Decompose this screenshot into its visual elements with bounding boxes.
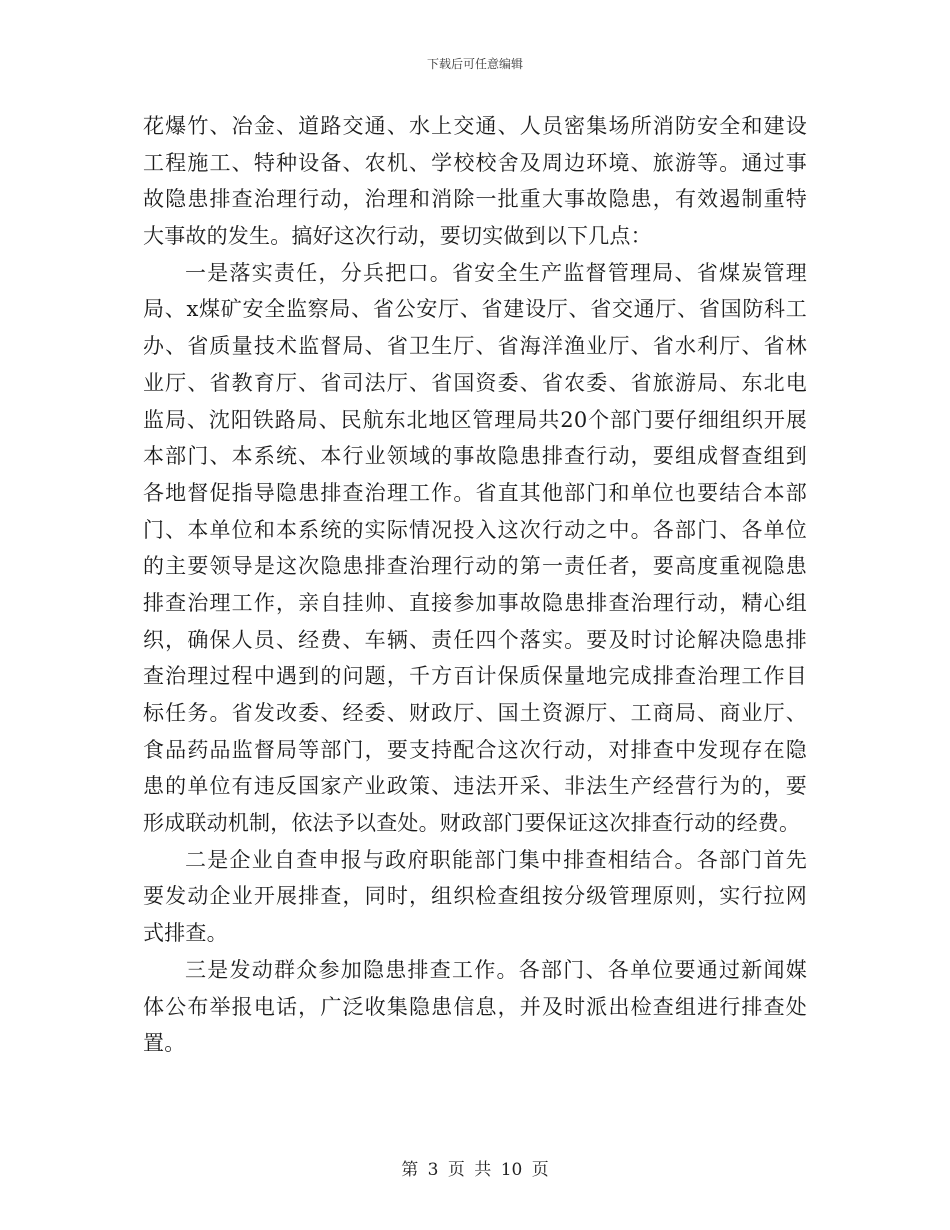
text-line: 的主要领导是这次隐患排查治理行动的第一责任者，要高度重视隐患	[143, 554, 807, 579]
text-line: 办、省质量技术监督局、省卫生厅、省海洋渔业厅、省水利厅、省林	[143, 334, 807, 359]
text-line: 局、x煤矿安全监察局、省公安厅、省建设厅、省交通厅、省国防科工	[143, 297, 807, 322]
text-line: 门、本单位和本系统的实际情况投入这次行动之中。各部门、各单位	[143, 517, 807, 542]
text-line: 体公布举报电话，广泛收集隐患信息，并及时派出检查组进行排查处	[143, 994, 807, 1019]
paragraph-start-line: 二是企业自查申报与政府职能部门集中排查相结合。各部门首先	[185, 847, 807, 872]
text-line: 形成联动机制，依法予以查处。财政部门要保证这次排查行动的经费。	[143, 811, 801, 836]
text-line: 排查治理工作，亲自挂帅、直接参加事故隐患排查治理行动，精心组	[143, 590, 807, 615]
text-line: 花爆竹、冶金、道路交通、水上交通、人员密集场所消防安全和建设	[143, 114, 807, 138]
text-line: 本部门、本系统、本行业领域的事故隐患排查行动，要组成督查组到	[143, 444, 807, 469]
page-footer: 第 3 页 共 10 页	[401, 1160, 549, 1180]
text-line: 查治理过程中遇到的问题，千方百计保质保量地完成排查治理工作目	[143, 664, 807, 689]
text-line: 大事故的发生。搞好这次行动，要切实做到以下几点：	[143, 224, 652, 249]
text-line: 监局、沈阳铁路局、民航东北地区管理局共20个部门要仔细组织开展	[143, 407, 807, 432]
text-line: 工程施工、特种设备、农机、学校校舍及周边环境、旅游等。通过事	[143, 150, 807, 175]
page-header: 下载后可任意编辑	[426, 57, 523, 71]
paragraph-start-line: 一是落实责任，分兵把口。省安全生产监督管理局、省煤炭管理	[185, 260, 807, 285]
document-body	[143, 108, 807, 1062]
text-line: 患的单位有违反国家产业政策、违法开采、非法生产经营行为的，要	[143, 774, 807, 799]
text-line: 故隐患排查治理行动，治理和消除一批重大事故隐患，有效遏制重特	[143, 187, 807, 212]
text-line: 食品药品监督局等部门，要支持配合这次行动，对排查中发现存在隐	[143, 737, 807, 762]
text-line: 式排查。	[143, 921, 228, 946]
text-line: 各地督促指导隐患排查治理工作。省直其他部门和单位也要结合本部	[143, 480, 807, 505]
text-line: 标任务。省发改委、经委、财政厅、国土资源厅、工商局、商业厅、	[143, 701, 807, 725]
text-line: 织，确保人员、经费、车辆、责任四个落实。要及时讨论解决隐患排	[143, 627, 807, 652]
text-line: 业厅、省教育厅、省司法厅、省国资委、省农委、省旅游局、东北电	[143, 370, 807, 395]
text-line: 置。	[143, 1031, 186, 1056]
paragraph-start-line: 三是发动群众参加隐患排查工作。各部门、各单位要通过新闻媒	[185, 957, 807, 982]
text-line: 要发动企业开展排查，同时，组织检查组按分级管理原则，实行拉网	[143, 884, 807, 909]
